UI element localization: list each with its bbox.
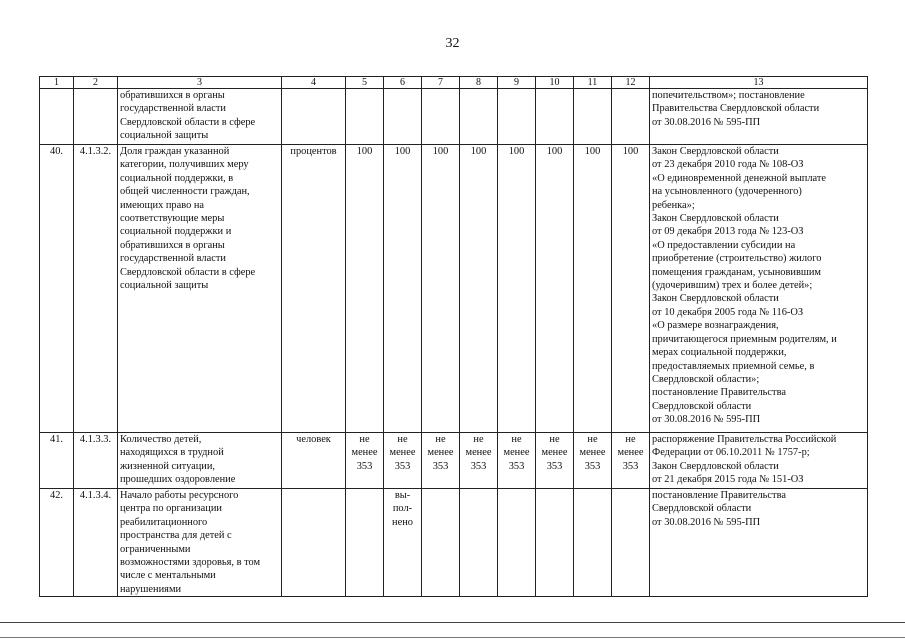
target-value-cell [422, 489, 460, 597]
indicator-name-line: Начало работы ресурсного [120, 490, 239, 501]
indicator-name-line: государственной власти [120, 103, 226, 115]
target-value-cell: 100 [346, 145, 384, 433]
target-value: не менее 353 [617, 434, 644, 472]
target-value-cell: 100 [536, 145, 574, 433]
legal-basis-line: от 30.08.2016 № 595-ПП [652, 116, 761, 128]
indicator-code-cell: 4.1.3.3. [74, 433, 118, 489]
indicator-name-line: социальной поддержки и [120, 226, 232, 238]
indicator-name-line: категории, получивших меру [120, 159, 249, 171]
legal-basis-line: Федерации от 06.10.2011 № 1757-р; [652, 447, 810, 459]
target-value-cell: 100 [574, 145, 612, 433]
target-value-cell [498, 89, 536, 145]
indicator-name-line: обратившихся в органы [120, 239, 225, 251]
legal-basis-cell [650, 433, 868, 489]
indicator-code-cell [74, 89, 118, 145]
legal-basis-line: ребенка»; [652, 199, 695, 211]
target-value-cell [422, 433, 460, 489]
target-value-cell [384, 433, 422, 489]
legal-basis-line: от 30.08.2016 № 595-ПП [652, 516, 761, 528]
target-value-cell [536, 89, 574, 145]
target-value: не менее 353 [389, 434, 416, 472]
column-number: 3 [118, 77, 282, 89]
indicator-code-cell: 4.1.3.2. [74, 145, 118, 433]
column-number: 8 [460, 77, 498, 89]
target-value: не менее 353 [541, 434, 568, 472]
legal-basis-line: на усыновленного (удочеренного) [652, 186, 802, 198]
indicator-name-line: социальной защиты [120, 130, 209, 142]
target-value-cell [422, 89, 460, 145]
target-value-cell [612, 433, 650, 489]
unit-cell [282, 89, 346, 145]
legal-basis-line: постановление Правительства [652, 387, 786, 399]
indicator-name-line: нарушениями [120, 583, 182, 595]
indicator-name-line: Количество детей, [120, 434, 202, 445]
indicator-name-line: находящихся в трудной [120, 447, 224, 459]
target-value-cell [346, 489, 384, 597]
indicator-name-line: центра по организации [120, 503, 222, 515]
indicator-name-line: обратившихся в органы [120, 90, 225, 101]
indicator-name-line: реабилитационного [120, 516, 208, 528]
table-row [40, 433, 868, 489]
legal-basis-cell [650, 89, 868, 145]
column-number: 10 [536, 77, 574, 89]
indicator-name-cell [118, 89, 282, 145]
column-number: 9 [498, 77, 536, 89]
target-value-cell [612, 489, 650, 597]
legal-basis-line: помещения гражданам, усыновившим [652, 266, 821, 278]
column-number: 2 [74, 77, 118, 89]
row-number-cell: 41. [40, 433, 74, 489]
target-value-cell: 100 [498, 145, 536, 433]
legal-basis-line: Закон Свердловской области [652, 293, 779, 305]
column-number: 11 [574, 77, 612, 89]
legal-basis-line: «О единовременной денежной выплате [652, 172, 827, 184]
table-row [40, 489, 868, 597]
row-number-cell [40, 89, 74, 145]
indicator-name-line: имеющих право на [120, 199, 205, 211]
legal-basis-line: Закон Свердловской области [652, 146, 779, 157]
target-value-cell [574, 89, 612, 145]
target-value-cell: 100 [612, 145, 650, 433]
row-number-cell: 42. [40, 489, 74, 597]
unit-cell: процентов [282, 145, 346, 433]
scan-edge-line [0, 637, 905, 638]
column-number: 1 [40, 77, 74, 89]
legal-basis-cell [650, 489, 868, 597]
legal-basis-line: распоряжение Правительства Российской [652, 434, 837, 445]
target-value: вы- пол- нено [392, 490, 413, 528]
target-value-cell [460, 489, 498, 597]
indicator-name-line: Свердловской области в сфере [120, 116, 256, 128]
target-value: не менее 353 [351, 434, 378, 472]
table-row [40, 89, 868, 145]
legal-basis-line: постановление Правительства [652, 490, 786, 501]
target-value-cell [346, 89, 384, 145]
target-value: не менее 353 [503, 434, 530, 472]
target-value-cell [536, 489, 574, 597]
legal-basis-line: мерах социальной поддержки, [652, 347, 787, 359]
target-value-cell [574, 489, 612, 597]
target-value-cell [460, 89, 498, 145]
indicator-name-line: Свердловской области в сфере [120, 266, 256, 278]
indicator-name-line: соответствующие меры [120, 213, 225, 225]
target-value-cell: 100 [460, 145, 498, 433]
legal-basis-line: Закон Свердловской области [652, 460, 779, 472]
legal-basis-line: Свердловской области»; [652, 373, 760, 385]
legal-basis-line: от 10 декабря 2005 года № 116-ОЗ [652, 306, 804, 318]
target-value: не менее 353 [427, 434, 454, 472]
indicator-name-line: социальной защиты [120, 280, 209, 292]
target-value: не менее 353 [465, 434, 492, 472]
column-number: 7 [422, 77, 460, 89]
legal-basis-line: Правительства Свердловской области [652, 103, 820, 115]
target-value-cell [346, 433, 384, 489]
legal-basis-line: от 09 декабря 2013 года № 123-ОЗ [652, 226, 804, 238]
column-number: 12 [612, 77, 650, 89]
target-value-cell [612, 89, 650, 145]
unit-cell [282, 489, 346, 597]
target-value-cell [498, 433, 536, 489]
indicator-name-line: возможностями здоровья, в том [120, 557, 261, 569]
target-value-cell [460, 433, 498, 489]
indicators-table [39, 76, 868, 597]
legal-basis-line: Свердловской области [652, 503, 752, 515]
indicator-name-line: социальной поддержки, в [120, 172, 234, 184]
target-value-cell: 100 [384, 145, 422, 433]
target-value-cell [574, 433, 612, 489]
page-number: 32 [445, 36, 460, 51]
scan-edge-line [0, 622, 905, 623]
column-number-row [40, 77, 868, 89]
target-value-cell [536, 433, 574, 489]
legal-basis-line: предоставляемых приемной семье, в [652, 360, 815, 372]
target-value-cell [384, 489, 422, 597]
legal-basis-line: Закон Свердловской области [652, 213, 779, 225]
target-value: не менее 353 [579, 434, 606, 472]
target-value-cell [384, 89, 422, 145]
indicator-name-line: числе с ментальными [120, 570, 216, 582]
column-number: 4 [282, 77, 346, 89]
indicator-name-cell [118, 489, 282, 597]
row-number-cell: 40. [40, 145, 74, 433]
table-row [40, 145, 868, 433]
legal-basis-line: приобретение (строительство) жилого [652, 253, 822, 265]
legal-basis-line: от 21 декабря 2015 года № 151-ОЗ [652, 474, 804, 486]
legal-basis-line: от 23 декабря 2010 года № 108-ОЗ [652, 159, 804, 171]
legal-basis-line: причитающегося приемным родителям, и [652, 333, 837, 345]
indicator-code-cell: 4.1.3.4. [74, 489, 118, 597]
indicator-name-cell [118, 433, 282, 489]
indicator-name-line: жизненной ситуации, [120, 460, 216, 472]
legal-basis-line: «О размере вознаграждения, [652, 320, 779, 332]
indicator-name-line: Доля граждан указанной [120, 146, 230, 157]
legal-basis-line: от 30.08.2016 № 595-ПП [652, 414, 761, 426]
target-value-cell [498, 489, 536, 597]
legal-basis-cell [650, 145, 868, 433]
column-number: 6 [384, 77, 422, 89]
indicator-name-cell [118, 145, 282, 433]
legal-basis-line: Свердловской области [652, 400, 752, 412]
indicator-name-line: прошедших оздоровление [120, 474, 236, 486]
legal-basis-line: «О предоставлении субсидии на [652, 239, 796, 251]
target-value-cell: 100 [422, 145, 460, 433]
indicator-name-line: ограниченными [120, 543, 191, 555]
legal-basis-line: (удочерившим) трех и более детей»; [652, 280, 813, 292]
indicator-name-line: общей численности граждан, [120, 186, 250, 198]
indicator-name-line: государственной власти [120, 253, 226, 265]
unit-cell: человек [282, 433, 346, 489]
column-number: 13 [650, 77, 868, 89]
legal-basis-line: попечительством»; постановление [652, 90, 805, 101]
indicator-name-line: пространства для детей с [120, 530, 232, 542]
column-number: 5 [346, 77, 384, 89]
